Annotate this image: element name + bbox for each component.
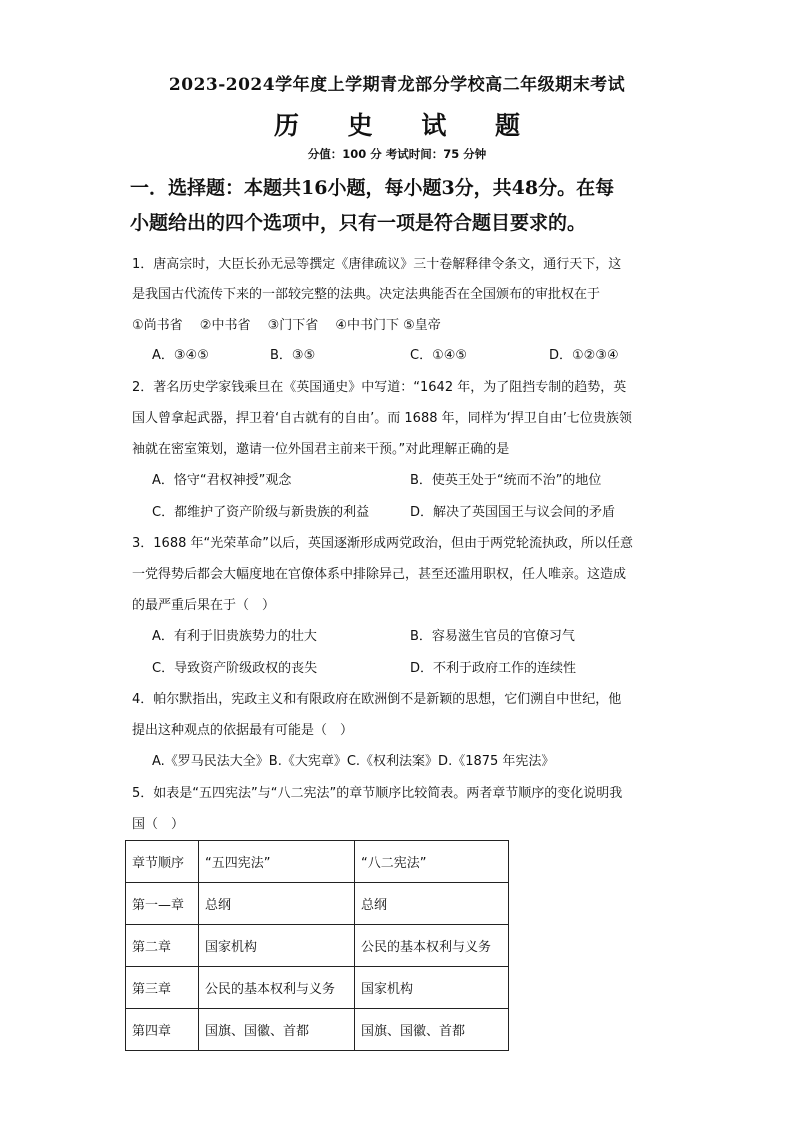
- table-header-cell: “五四宪法”: [199, 841, 355, 883]
- subject-title: 历 史 试 题: [273, 111, 541, 140]
- question-2-option-a: A．恪守“君权神授”观念: [152, 473, 292, 488]
- question-4-text: 提出这种观点的依据最有可能是（ ）: [132, 723, 354, 738]
- table-cell: 总纲: [355, 883, 509, 925]
- table-cell: 国旗、国徽、首都: [355, 1009, 509, 1051]
- exam-info: 分值：100 分 考试时间：75 分钟: [307, 147, 487, 161]
- table-cell: 公民的基本权利与义务: [355, 925, 509, 967]
- question-5-text: 5．如表是“五四宪法”与“八二宪法”的章节顺序比较简表。两者章节顺序的变化说明我: [132, 786, 623, 801]
- question-3-text: 3．1688 年“光荣革命”以后，英国逐渐形成两党政治，但由于两党轮流执政，所以任意: [132, 536, 633, 551]
- question-5-text: 国（ ）: [132, 817, 185, 832]
- constitution-comparison-table: [125, 840, 509, 1051]
- question-1-option-d: D．①②③④: [549, 348, 619, 363]
- table-row: [126, 841, 509, 883]
- question-2-text: 袖就在密室策划，邀请一位外国君主前来干预。”对此理解正确的是: [132, 442, 510, 457]
- table-cell: 第二章: [126, 925, 199, 967]
- table-row: [126, 1009, 509, 1051]
- question-1-text: 1．唐高宗时，大臣长孙无忌等撰定《唐律疏议》三十卷解释律令条文，通行天下，这: [132, 257, 622, 272]
- table-header-cell: “八二宪法”: [355, 841, 509, 883]
- table-row: [126, 967, 509, 1009]
- question-1-option-b: B．③⑤: [270, 348, 316, 363]
- question-4-text: 4．帕尔默指出，宪政主义和有限政府在欧洲倒不是新颖的思想，它们溯自中世纪，他: [132, 692, 622, 707]
- section-heading: [130, 171, 670, 241]
- question-2-text: 2．著名历史学家钱乘旦在《英国通史》中写道：“1642 年，为了阻挡专制的趋势，英: [132, 380, 627, 395]
- question-3-option-d: D．不利于政府工作的连续性: [410, 661, 577, 676]
- question-2-option-d: D．解决了英国国王与议会间的矛盾: [410, 505, 616, 520]
- table-cell: 国家机构: [355, 967, 509, 1009]
- question-1-text: 是我国古代流传下来的一部较完整的法典。决定法典能否在全国颁布的审批权在于: [132, 287, 601, 302]
- question-4-options: A.《罗马民法大全》B.《大宪章》C.《权利法案》D.《1875 年宪法》: [152, 754, 555, 769]
- section-heading-line: 一．选择题：本题共16小题，每小题3分，共48分。在每: [130, 177, 615, 199]
- question-2-text: 国人曾拿起武器，捍卫着‘自古就有的自由’。而 1688 年，同样为‘捍卫自由’七位贵族领: [132, 411, 632, 426]
- table-row: [126, 925, 509, 967]
- question-3-option-b: B．容易滋生官员的官僚习气: [410, 629, 575, 644]
- question-1-option-a: A．③④⑤: [152, 348, 209, 363]
- question-1-items: ①尚书省 ②中书省 ③门下省 ④中书门下 ⑤皇帝: [132, 318, 441, 333]
- table-cell: 公民的基本权利与义务: [199, 967, 355, 1009]
- question-1-option-c: C．①④⑤: [410, 348, 468, 363]
- question-3-text: 的最严重后果在于（ ）: [132, 598, 276, 613]
- school-exam-title: 2023-2024学年度上学期青龙部分学校高二年级期末考试: [168, 75, 626, 95]
- table-cell: 国旗、国徽、首都: [199, 1009, 355, 1051]
- question-2-option-b: B．使英王处于“统而不治”的地位: [410, 473, 602, 488]
- table-cell: 第三章: [126, 967, 199, 1009]
- question-3-option-a: A．有利于旧贵族势力的壮大: [152, 629, 317, 644]
- table-header-cell: 章节顺序: [126, 841, 199, 883]
- question-3-option-c: C．导致资产阶级政权的丧失: [152, 661, 318, 676]
- table-cell: 总纲: [199, 883, 355, 925]
- question-2-option-c: C．都维护了资产阶级与新贵族的利益: [152, 505, 370, 520]
- question-3-text: 一党得势后都会大幅度地在官僚体系中排除异己，甚至还滥用职权，任人唯亲。这造成: [132, 567, 627, 582]
- section-heading-line: 小题给出的四个选项中，只有一项是符合题目要求的。: [130, 212, 587, 234]
- table-row: [126, 883, 509, 925]
- table-cell: 国家机构: [199, 925, 355, 967]
- table-cell: 第一—章: [126, 883, 199, 925]
- table-cell: 第四章: [126, 1009, 199, 1051]
